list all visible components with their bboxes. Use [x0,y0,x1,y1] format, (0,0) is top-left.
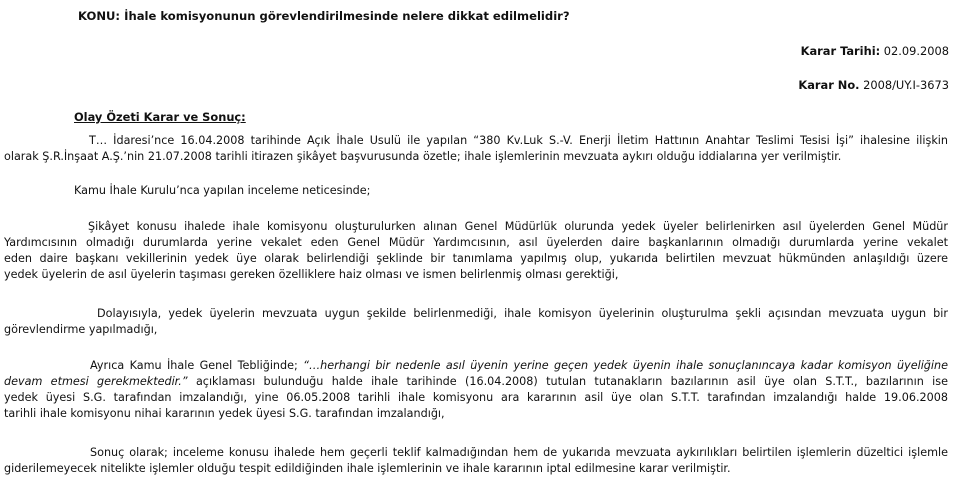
paragraph-5 [4,358,948,422]
paragraph-6 [4,445,948,477]
paragraph-5-line-1-lead: Ayrıca Kamu İhale Genel Tebliğinde; [90,359,298,372]
paragraph-2-line-1: Kamu İhale Kurulu’nca yapılan inceleme neticesinde; [74,184,371,197]
paragraph-4-line-1: Dolayısıyla, yedek üyelerin mevzuata uygun şekilde belirlenmediği, ihale komisyon üyelerinin oluşturulma şekli açısından mevzuata uygun bir [97,307,948,320]
paragraph-2 [4,183,948,199]
paragraph-5-line-2 [4,374,948,390]
paragraph-5-line-3: yedek üyesi S.G. tarafından imzalandığı, yine 06.05.2008 tarihli ihale komisyonu ara kararının asil üye olan S.T.T. tarafından imzalandığı halde 19.06.2008 [4,391,948,404]
paragraph-3-line-3: eden daire başkanı vekillerinin yedek üye olarak belirlendiği şeklinde bir tanımlama yapılmış olup, yukarıda belirtilen mevzuat hükmünden anlaşıldığı üzere [4,252,948,265]
paragraph-4-line-2: görevlendirme yapılmadığı, [4,323,158,336]
paragraph-4 [4,306,948,338]
paragraph-3-line-4: yedek üyelerin de asıl üyelerin taşıması gereken özelliklere haiz olması ve ismen belirlenmiş olması gerektiği, [4,268,619,281]
paragraph-5-line-4: tarihli ihale komisyonu nihai kararının yedek üyesi S.G. tarafından imzalandığı, [4,407,445,420]
paragraph-6-line-1: Sonuç olarak; inceleme konusu ihalede hem geçerli teklif kalmadığından hem de yukarıda mevzuata aykırılıkları belirtilen işlemlerin düzeltici işlemle [90,446,948,459]
paragraph-5-line-2-rest: açıklaması bulunduğu halde ihale tarihinde (16.04.2008) tutulan tutanakların bazılarının asil üye olan S.T.T., bazılarının ise [195,375,948,388]
paragraph-1-line-1: T… İdaresi’nce 16.04.2008 tarihinde Açık İhale Usulü ile yapılan “380 Kv.Luk S.-V. Enerji İletim Hattının Anahtar Teslimi Tesisi İşi” ihalesine ilişkin [89,134,948,147]
paragraph-1 [4,133,948,165]
decision-number-label: Karar No. [798,78,860,92]
summary-heading: Olay Özeti Karar ve Sonuç: [74,110,246,124]
subject-line [78,9,570,23]
subject-text: İhale komisyonunun görevlendirilmesinde nelere dikkat edilmelidir? [124,9,570,23]
paragraph-5-quote-end: devam etmesi gerekmektedir.” [4,375,188,388]
decision-number [798,78,949,92]
paragraph-1-line-2: olarak Ş.R.İnşaat A.Ş.’nin 21.07.2008 tarihli itirazen şikâyet başvurusunda özetle; ihale işlemlerinin mevzuata aykırı olduğu iddialarına yer verilmiştir. [4,150,842,163]
decision-date-value: 02.09.2008 [883,44,949,58]
paragraph-3 [4,219,948,283]
paragraph-5-quote-start: “…herhangi bir nedenle asıl üyenin yerine geçen yedek üyenin ihale sonuçlanıncaya kadar komisyon üyeliğine [303,359,948,372]
decision-number-value: 2008/UY.I-3673 [863,78,949,92]
paragraph-6-line-2: giderilemeyecek nitelikte işlemler olduğu tespit edildiğinden ihale işlemlerinin ve ihale kararının iptal edilmesine karar verilmiştir. [4,462,731,475]
decision-date [801,44,949,58]
paragraph-3-line-1: Şikâyet konusu ihalede ihale komisyonu oluşturulurken alınan Genel Müdürlük olurunda yedek üyeler belirlenirken asıl üyelerden Genel Müdür [88,220,948,233]
decision-date-label: Karar Tarihi: [800,44,881,58]
subject-label: KONU: [78,9,121,23]
paragraph-5-line-1 [4,358,948,374]
paragraph-3-line-2: Yardımcısının olmadığı durumlarda yerine vekalet eden Genel Müdür Yardımcısının, asıl üyelerden daire başkanlarının olmadığı durumlarda yerine vekalet [4,236,948,249]
